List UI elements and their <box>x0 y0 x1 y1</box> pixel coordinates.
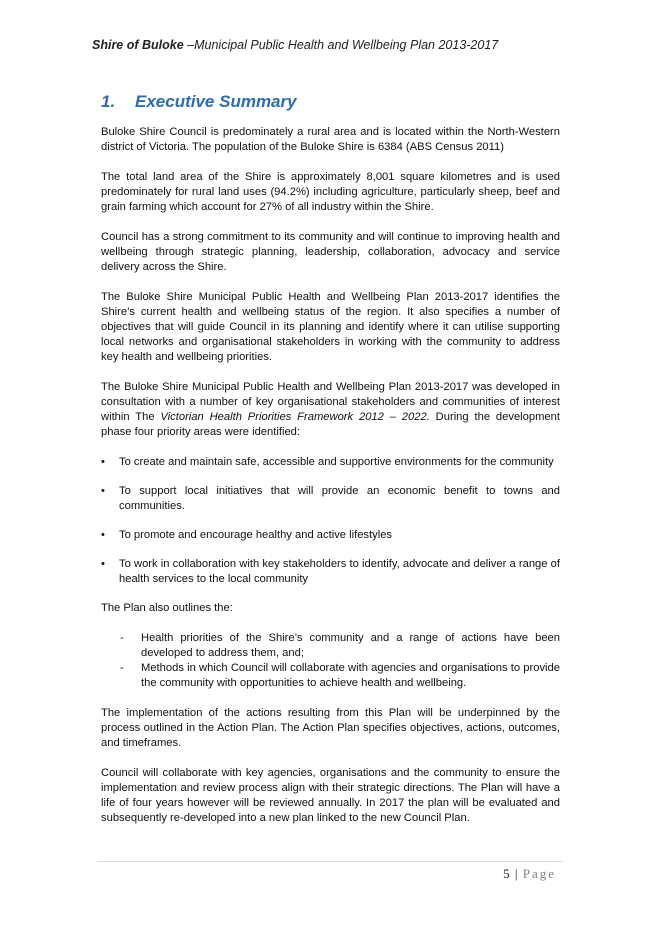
paragraph: The total land area of the Shire is approximately 8,001 square kilometres and is used predominately for rural land uses (94.2%) including agriculture, particularly sheep, beef and grain farming which account for 27% of all industry within the Shire. <box>101 171 560 213</box>
list-item-text: To promote and encourage healthy and active lifestyles <box>119 529 393 541</box>
priority-list <box>101 455 560 587</box>
running-header <box>92 38 498 52</box>
list-item-text: Health priorities of the Shire’s community and a range of actions have been developed to address them, and; <box>141 632 560 659</box>
bullet-icon: • <box>101 529 105 541</box>
header-title: –Municipal Public Health and Wellbeing Plan 2013-2017 <box>183 38 499 52</box>
list-item <box>101 528 560 543</box>
paragraph: Buloke Shire Council is predominately a rural area and is located within the North-Western district of Victoria. The population of the Buloke Shire is 6384 (ABS Census 2011) <box>101 126 560 153</box>
dash-icon: - <box>120 662 124 674</box>
bullet-icon: • <box>101 558 105 570</box>
list-item-text: Methods in which Council will collaborate with agencies and organisations to provide the community with opportunities to achieve health and wellbeing. <box>141 662 560 689</box>
list-item-text: To create and maintain safe, accessible and supportive environments for the community <box>119 456 554 468</box>
list-item-text: To work in collaboration with key stakeholders to identify, advocate and deliver a range of health services to the local community <box>119 558 560 585</box>
header-org: Shire of Buloke <box>92 38 184 52</box>
page-label: Page <box>522 866 556 881</box>
outline-list <box>101 631 560 691</box>
list-item <box>101 557 560 587</box>
bullet-icon: • <box>101 456 105 468</box>
dash-icon: - <box>120 632 124 644</box>
list-item <box>101 455 560 470</box>
section-title: Executive Summary <box>135 92 297 111</box>
paragraph <box>101 380 560 440</box>
list-item <box>101 484 560 514</box>
bullet-icon: • <box>101 485 105 497</box>
section-heading <box>101 92 297 112</box>
paragraph-text: During the development phase four priority areas were identified: <box>101 411 560 438</box>
paragraph: Council has a strong commitment to its community and will continue to improving health and wellbeing through strategic planning, leadership, collaboration, advocacy and service delivery across the Shire. <box>101 231 560 273</box>
document-body <box>101 125 560 841</box>
paragraph-text: The Buloke Shire Municipal Public Health and Wellbeing Plan 2013-2017 was developed in consultation with a number of key organisational stakeholders and communities of interest within The <box>101 381 560 423</box>
footer-divider <box>97 861 563 862</box>
page-separator: | <box>510 866 523 881</box>
page-number <box>503 866 556 882</box>
section-number: 1. <box>101 92 116 111</box>
paragraph: Council will collaborate with key agencies, organisations and the community to ensure the implementation and review process align with their strategic directions. The Plan will have a life of four years however will be reviewed annually. In 2017 the plan will be evaluated and subsequently re-developed into a new plan linked to the new Council Plan. <box>101 767 560 824</box>
list-item <box>101 661 560 691</box>
page-number-value: 5 <box>503 866 511 881</box>
list-item <box>101 631 560 661</box>
list-item-text: To support local initiatives that will provide an economic benefit to towns and communities. <box>119 485 560 512</box>
paragraph: The Buloke Shire Municipal Public Health and Wellbeing Plan 2013-2017 identifies the Shire’s current health and wellbeing status of the region. It also specifies a number of objectives that will guide Council in its planning and identify where it can utilise supporting local networks and organisational stakeholders in working with the community to address key health and wellbeing priorities. <box>101 291 560 363</box>
outline-intro: The Plan also outlines the: <box>101 602 233 614</box>
framework-title: Victorian Health Priorities Framework 2012 – 2022. <box>160 411 430 423</box>
paragraph: The implementation of the actions resulting from this Plan will be underpinned by the process outlined in the Action Plan. The Action Plan specifies objectives, actions, outcomes, and timeframes. <box>101 707 560 749</box>
